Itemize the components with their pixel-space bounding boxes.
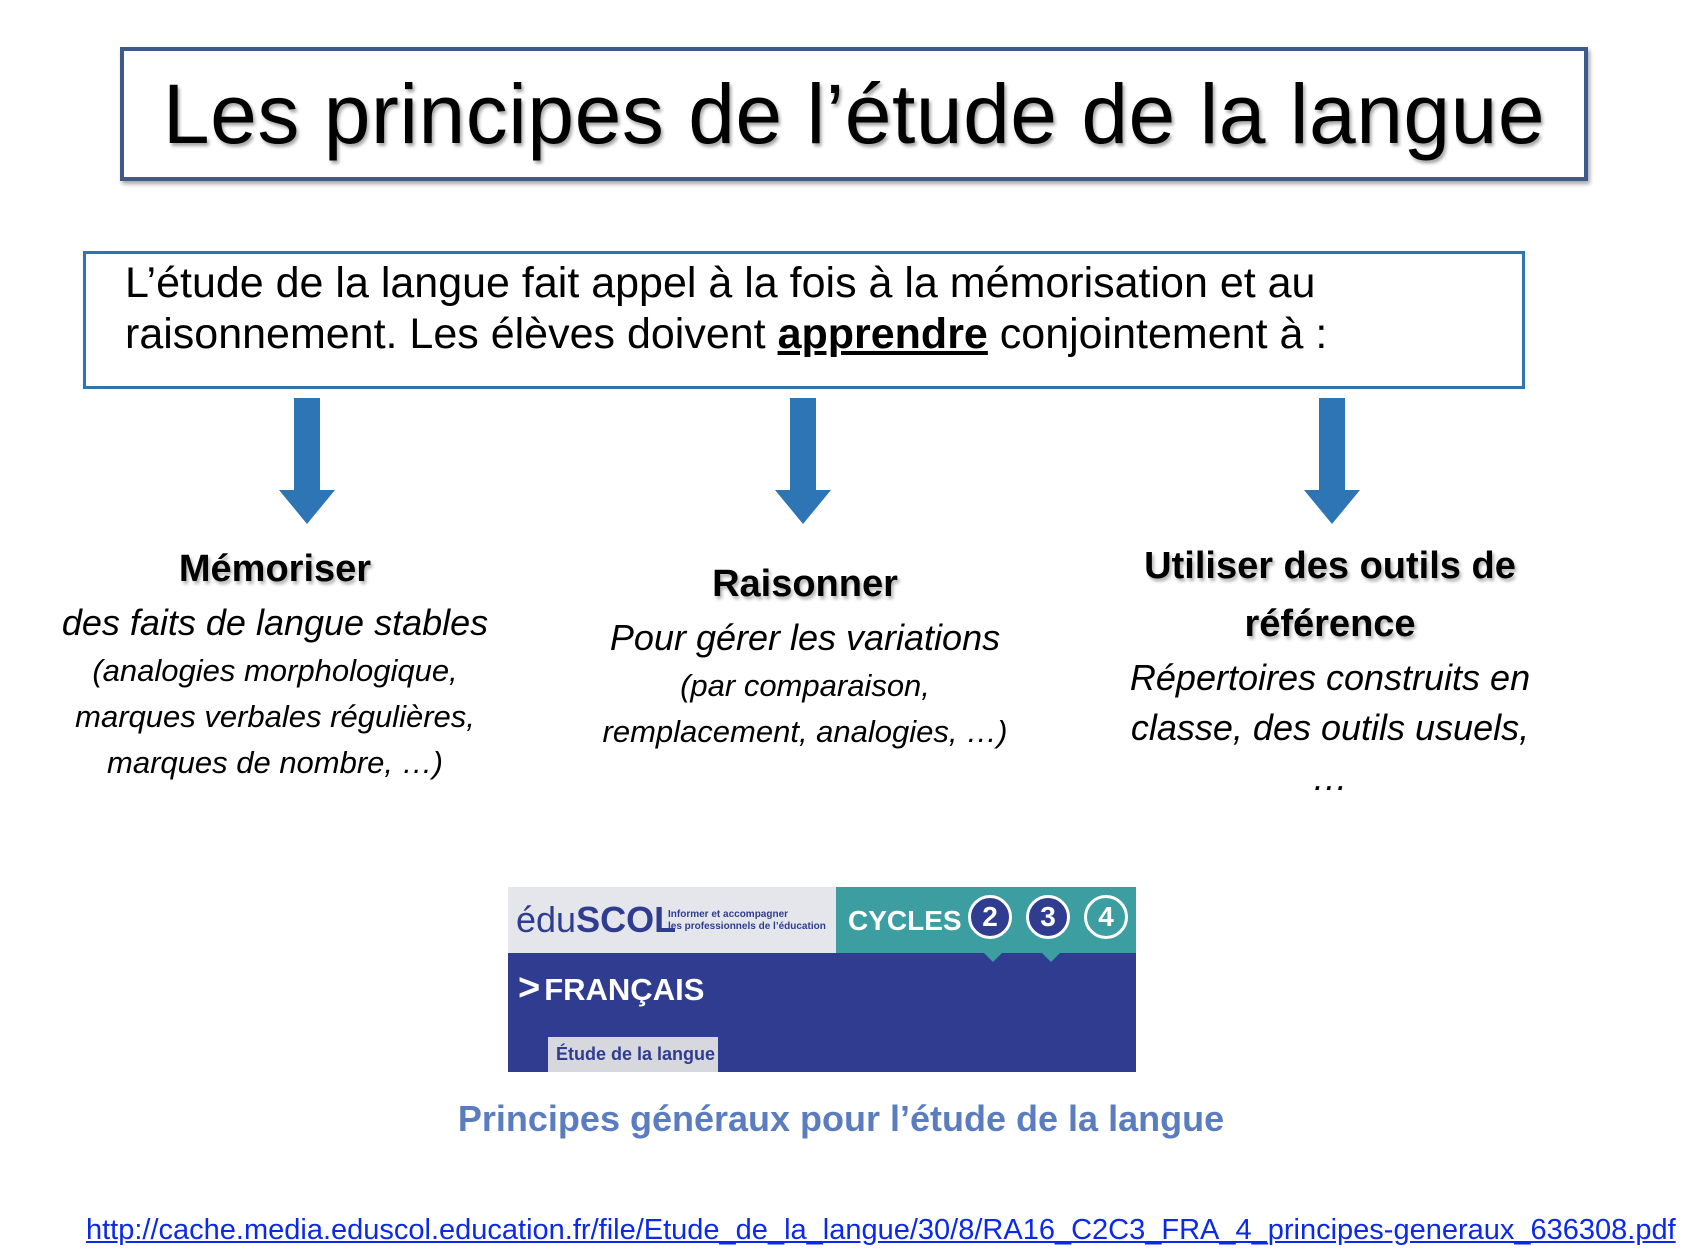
logo-part-1: édu	[516, 899, 577, 940]
raisonner-detail-2: remplacement, analogies, …)	[602, 714, 1008, 749]
subject-label	[518, 967, 704, 1010]
title-box	[120, 47, 1588, 181]
cycle-2-badge: 2	[968, 895, 1012, 939]
cycle-pointer-icons	[508, 951, 1136, 965]
raisonner-detail-1: (par comparaison,	[680, 668, 930, 703]
intro-line-2-end: conjointement à :	[987, 310, 1328, 358]
cycle-3-badge: 3	[1026, 895, 1070, 939]
page-title: Les principes de l’étude de la langue	[162, 66, 1546, 161]
raisonner-subtitle: Pour gérer les variations	[609, 617, 1001, 658]
cycles-area	[836, 887, 1136, 953]
outils-sub-3: …	[1312, 757, 1348, 798]
down-arrow-2	[775, 398, 831, 525]
chevron-right-icon: >	[518, 967, 541, 1009]
memoriser-heading: Mémoriser	[178, 548, 372, 590]
intro-line-2-start: raisonnement. Les élèves doivent	[125, 310, 778, 358]
eduscol-logo	[516, 899, 676, 941]
down-arrow-3	[1304, 398, 1360, 525]
raisonner-heading: Raisonner	[712, 563, 898, 605]
badge-caption: Principes généraux pour l’étude de la langue	[457, 1098, 1225, 1139]
eduscol-logo-area	[508, 887, 836, 953]
subject-text: FRANÇAIS	[544, 972, 705, 1007]
down-arrow-1	[279, 398, 335, 525]
eduscol-tagline	[668, 909, 833, 933]
tagline-line-2: les professionnels de l’éducation	[668, 921, 826, 932]
memoriser-detail-3: marques de nombre, …)	[107, 745, 443, 780]
memoriser-subtitle: des faits de langue stables	[61, 602, 489, 643]
logo-part-2: SCOL	[576, 899, 677, 940]
memoriser-detail-2: marques verbales régulières,	[75, 699, 475, 734]
column-outils	[1080, 537, 1580, 803]
outils-heading-1: Utiliser des outils de	[1144, 545, 1516, 587]
intro-line-2	[125, 309, 1522, 360]
source-link[interactable]: http://cache.media.eduscol.education.fr/file/Etude_de_la_langue/30/8/RA16_C2C3_FRA_4_principes-generaux_636308.pdf	[86, 1214, 1676, 1246]
column-memoriser	[20, 540, 530, 786]
intro-keyword: apprendre	[777, 310, 988, 358]
cycle-4-badge: 4	[1084, 895, 1128, 939]
memoriser-detail-1: (analogies morphologique,	[92, 653, 458, 688]
intro-line-1: L’étude de la langue fait appel à la fois à la mémorisation et au	[125, 259, 1316, 307]
outils-sub-1: Répertoires construits en	[1129, 657, 1531, 698]
outils-sub-2: classe, des outils usuels,	[1130, 707, 1530, 748]
eduscol-badge	[508, 887, 1136, 1072]
intro-box	[83, 251, 1525, 389]
tagline-line-1: Informer et accompagner	[668, 909, 789, 920]
outils-heading-2: référence	[1244, 603, 1416, 645]
column-raisonner	[555, 555, 1055, 755]
cycles-label: CYCLES	[848, 905, 962, 936]
subject-tab: Étude de la langue	[548, 1037, 718, 1072]
